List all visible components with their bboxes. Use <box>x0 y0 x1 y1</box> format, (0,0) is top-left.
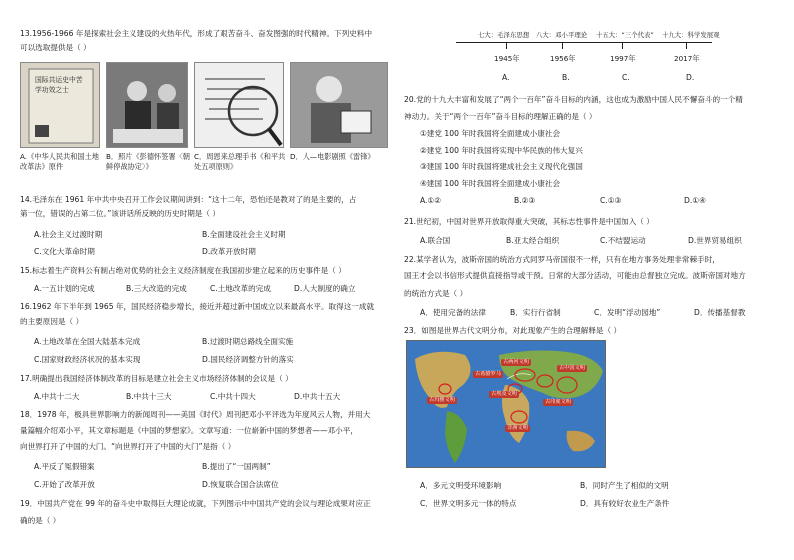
q17-option-d[interactable]: D.中共十五大 <box>294 392 341 401</box>
q13-option-d[interactable]: D．人—电影剧照《雷锋》 <box>290 152 375 161</box>
q19-stem-line1: 19．中国共产党在 99 年的奋斗史中取得巨大理论成就，下列图示中中国共产党的会议与理论成果对应正 <box>20 499 371 508</box>
q14-stem-line1: 14.毛泽东在 1961 年中共中央召开工作会议期间讲到：“这十二年，恐怕还是教对了的是主要的，占 <box>20 195 357 204</box>
timeline-label-4: 十九大：科学发展观 <box>662 31 720 39</box>
q22-option-c[interactable]: C．发明“浮动园地” <box>594 308 661 317</box>
q16-option-b[interactable]: B.过渡时期总路线全面实施 <box>202 337 294 346</box>
q15-option-a[interactable]: A.一五计划的完成 <box>34 284 95 293</box>
q22-stem-line3: 的统治方式是（ ） <box>404 289 468 298</box>
timeline-tick-4 <box>686 43 687 49</box>
civ-label-china: 古中国文明 <box>559 365 585 371</box>
q14-stem-line2: 第一位，错误的占第二位。”该讲话所反映的历史时期是（ ） <box>20 209 220 218</box>
q18-option-a[interactable]: A.平反了冤假错案 <box>34 462 95 471</box>
q17-option-b[interactable]: B.中共十三大 <box>126 392 172 401</box>
q20-option-d[interactable]: D.①④ <box>684 196 706 205</box>
signing-photo-image <box>107 63 188 148</box>
q15-option-b[interactable]: B.三大改造的完成 <box>126 284 187 293</box>
q18-option-c[interactable]: C.开始了改革开放 <box>34 480 95 489</box>
q22-stem-line1: 22.某学者认为，波斯帝国的统治方式同罗马帝国很不一样，只有在地方事务处理非常棘手时， <box>404 255 720 264</box>
q21-stem-line1: 21.世纪初，中国对世界开放取得重大突破，其标志性事件是中国加入（ ） <box>404 217 654 226</box>
q20-stem-line1: 20.党的十九大丰富和发展了“两个一百年”奋斗目标的内涵，这也成为激励中国人民不懈奋斗的一个精 <box>404 95 743 104</box>
q18-option-b[interactable]: B.提出了“一国两制” <box>202 462 271 471</box>
q22-option-d[interactable]: D．传播基督教 <box>694 308 746 317</box>
q14-option-b[interactable]: B.全面建设社会主义时期 <box>202 230 286 239</box>
q22-option-a[interactable]: A．使用完备的法律 <box>420 308 486 317</box>
civ-label-maya: 古玛雅文明 <box>429 397 455 403</box>
q14-option-d[interactable]: D.改革开放时期 <box>202 247 256 256</box>
handwriting-image <box>195 63 284 148</box>
q20-stem-line2: 神动力。关于“两个一百年”奋斗目标的理解正确的是（ ） <box>404 112 597 121</box>
document-cover-title: 国际共运史中苦学功效之士 <box>35 76 83 94</box>
q18-stem-line3: 向世界打开了中国的大门。“向世界打开了中国的大门”是指（ ） <box>20 442 236 451</box>
q20-item-3: ③建国 100 年时我国将建成社会主义现代化强国 <box>420 162 583 171</box>
civ-label-egypt: 古埃及文明 <box>491 391 517 397</box>
civ-label-india: 古印度文明 <box>545 399 571 405</box>
civ-label-mesopotamia: 古两河文明 <box>503 359 529 365</box>
q17-option-c[interactable]: C.中共十四大 <box>210 392 256 401</box>
q13-option-c[interactable]: C．周恩来总理手书《和平共处五项原则》 <box>194 152 286 171</box>
q13-option-b[interactable]: B．照片《彭德怀签署〈朝鲜停战协定〉》 <box>106 152 190 171</box>
q20-option-c[interactable]: C.①③ <box>600 196 622 205</box>
q20-item-1: ①建党 100 年时我国将全面建成小康社会 <box>420 129 561 138</box>
q23-option-a[interactable]: A．多元文明受环境影响 <box>420 481 502 490</box>
q19-option-d[interactable]: D. <box>686 73 695 82</box>
q17-option-a[interactable]: A.中共十二大 <box>34 392 80 401</box>
timeline-tick-2 <box>562 43 563 49</box>
q21-option-b[interactable]: B.亚太经合组织 <box>506 236 560 245</box>
q15-option-c[interactable]: C.土地改革的完成 <box>210 284 271 293</box>
q13-photo-b-signing <box>106 62 188 148</box>
q18-stem-line2: 量篇幅介绍邓小平，其文章标题是《中国的梦想家》。文章写道：一位崭新中国的梦想者——邓小平， <box>20 426 358 435</box>
q15-option-d[interactable]: D.人大制度的确立 <box>294 284 356 293</box>
q22-option-b[interactable]: B．实行行省制 <box>510 308 561 317</box>
film-still-image <box>291 63 388 148</box>
q13-photo-d-film-still <box>290 62 388 148</box>
q17-stem-line1: 17.明确提出我国经济体制改革的目标是建立社会主义市场经济体制的会议是（ ） <box>20 374 293 383</box>
q16-option-d[interactable]: D.国民经济调整方针的落实 <box>202 355 294 364</box>
timeline-tick-1 <box>506 43 507 49</box>
q20-option-b[interactable]: B.②③ <box>514 196 536 205</box>
q23-option-d[interactable]: D．具有较好农业生产条件 <box>580 499 670 508</box>
q19-option-c[interactable]: C. <box>622 73 630 82</box>
q22-stem-line2: 国王才会以书信形式提供直接指导或干预。日常的大部分活动，可能由总督独立完成。波斯帝国对地方 <box>404 271 746 280</box>
q13-option-a[interactable]: A.《中华人民共和国土地改革法》原件 <box>20 152 99 171</box>
q19-option-b[interactable]: B. <box>562 73 570 82</box>
q20-item-4: ④建国 100 年时我国将全面建成小康社会 <box>420 179 561 188</box>
q23-option-b[interactable]: B．同时产生了相似的文明 <box>580 481 669 490</box>
timeline-year-1: 1945年 <box>494 54 520 63</box>
q16-stem-line1: 16.1962 年下半年到 1965 年，国民经济稳步增长，接近并超过新中国成立以来最高水平。取得这一成就 <box>20 302 375 311</box>
q18-stem-line1: 18．1978 年，极具世界影响力的新闻周刊——美国《时代》周刊把邓小平评选为年度风云人物，并用大 <box>20 410 371 419</box>
q13-photo-c-handwriting <box>194 62 284 148</box>
q18-option-d[interactable]: D.恢复联合国合法席位 <box>202 480 279 489</box>
timeline-axis <box>456 42 712 43</box>
timeline-label-1: 七大：毛泽东思想 <box>478 31 530 39</box>
q16-option-c[interactable]: C.国家财政经济状况的基本实现 <box>34 355 141 364</box>
q16-option-a[interactable]: A.土地改革在全国大陆基本完成 <box>34 337 141 346</box>
q23-option-c[interactable]: C．世界文明多元一体的特点 <box>420 499 517 508</box>
q19-option-a[interactable]: A. <box>502 73 510 82</box>
q21-option-d[interactable]: D.世界贸易组织 <box>688 236 742 245</box>
civ-label-africa: 非洲文明 <box>507 425 528 431</box>
q20-option-a[interactable]: A.①② <box>420 196 442 205</box>
q14-option-a[interactable]: A.社会主义过渡时期 <box>34 230 103 239</box>
world-civilizations-map <box>406 340 606 468</box>
timeline-year-4: 2017年 <box>674 54 700 63</box>
q13-stem-line1: 13.1956-1966 年是探索社会主义建设的火热年代，形成了艰苦奋斗、奋发图强的时代精神。下列史料中 <box>20 29 373 38</box>
timeline-label-3: 十五大：“三个代表” <box>596 31 654 39</box>
timeline-label-2: 八大：邓小平理论 <box>536 31 588 39</box>
timeline-year-2: 1956年 <box>550 54 576 63</box>
q23-stem-line1: 23．如图是世界古代文明分布，对此现象产生的合理解释是（ ） <box>404 326 622 335</box>
timeline-year-3: 1997年 <box>610 54 636 63</box>
q13-stem-line2: 可以选取提供是（ ） <box>20 43 91 52</box>
q21-option-c[interactable]: C.不结盟运动 <box>600 236 646 245</box>
q14-option-c[interactable]: C.文化大革命时期 <box>34 247 95 256</box>
timeline-tick-3 <box>622 43 623 49</box>
civ-label-greco-roman: 古希腊罗马 <box>475 371 501 377</box>
q21-option-a[interactable]: A.联合国 <box>420 236 451 245</box>
q19-stem-line2: 确的是（ ） <box>20 516 61 525</box>
q16-stem-line2: 的主要原因是（ ） <box>20 317 84 326</box>
q20-item-2: ②建党 100 年时我国将实现中华民族的伟大复兴 <box>420 146 583 155</box>
q15-stem-line1: 15.标志着生产资料公有制占绝对优势的社会主义经济制度在我国初步建立起来的历史事件是（ ） <box>20 266 346 275</box>
q13-photo-a-document <box>20 62 100 148</box>
